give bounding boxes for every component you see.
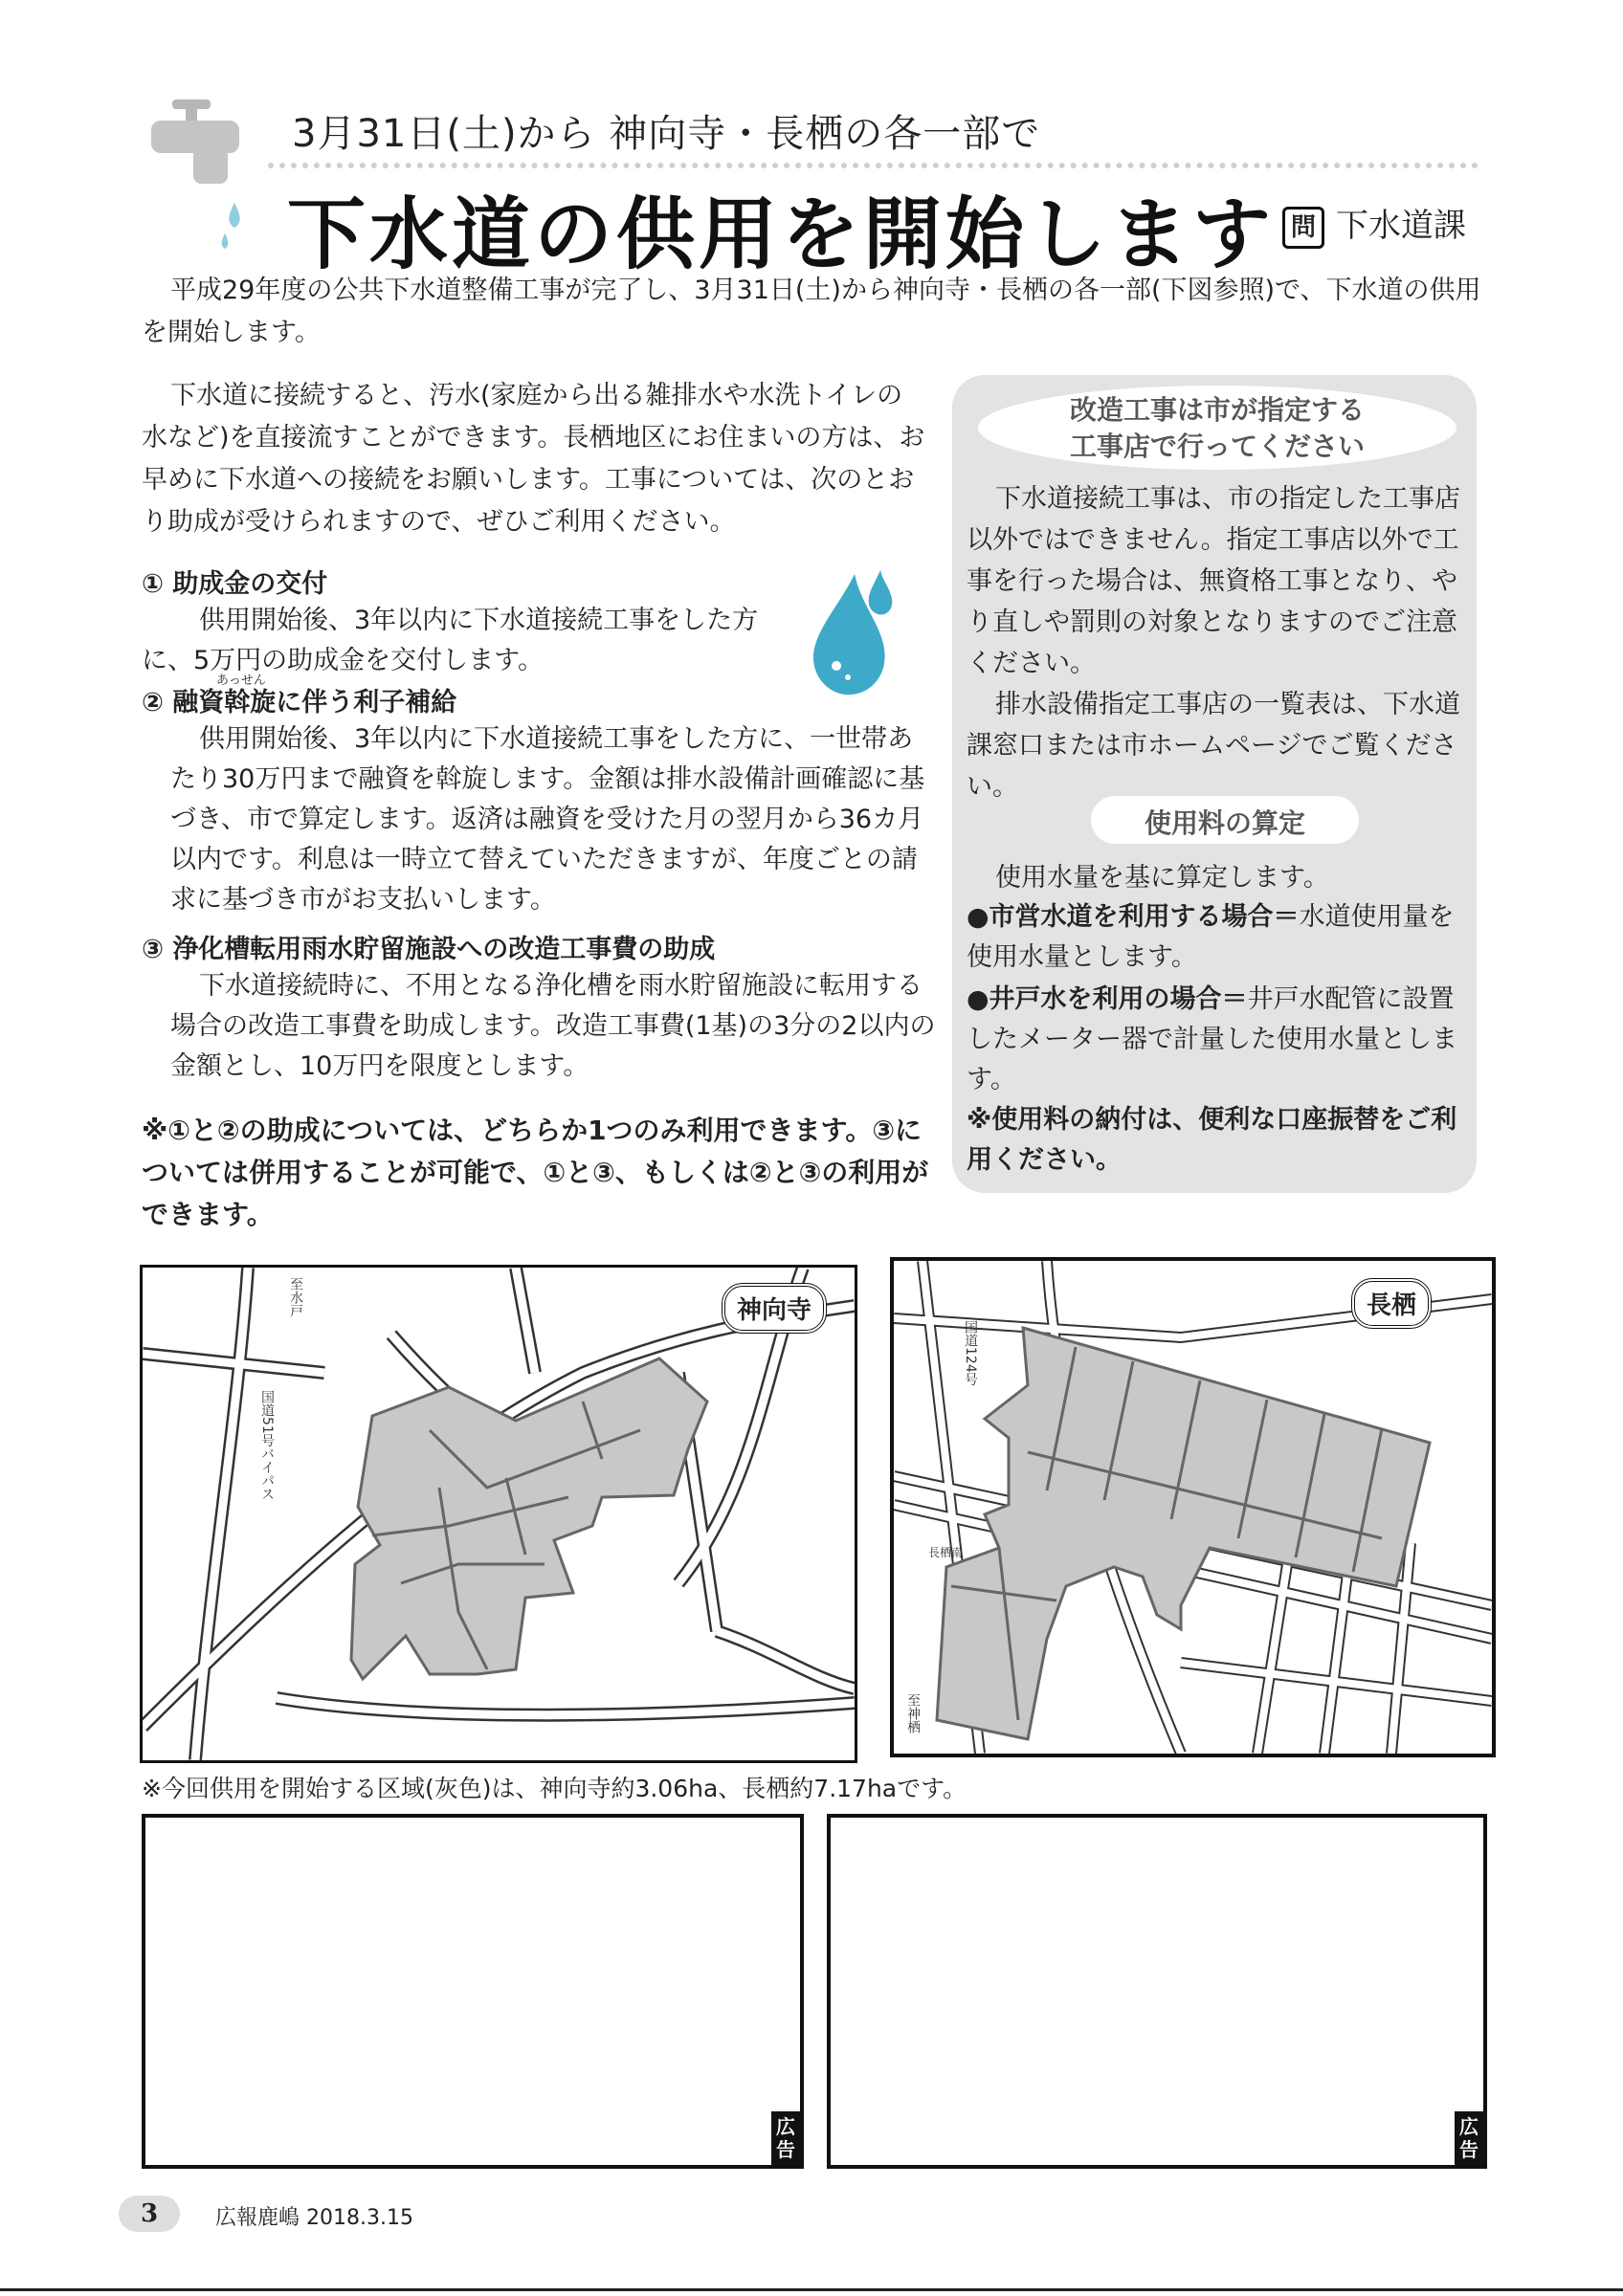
map-jinkoji-drawing: [143, 1268, 855, 1760]
map-caption: ※今回供用を開始する区域(灰色)は、神向寺約3.06ha、長栖約7.17haです。: [142, 1775, 967, 1802]
place-label-nagasu-minami: 長栖南: [928, 1546, 964, 1559]
fee-bullet-1-text: 水道使用量を使用水量とします。: [967, 902, 1455, 972]
faucet-icon: [144, 88, 249, 251]
service-area-nagasu: [937, 1328, 1430, 1739]
ad-label: 広告: [1455, 2111, 1483, 2165]
info-box-paragraph-2: 排水設備指定工事店の一覧表は、下水道課窓口または市ホームページでご覧ください。: [967, 690, 1460, 802]
page-title: 下水道の供用を開始します: [287, 189, 1276, 280]
ad-slot-right[interactable]: [827, 1814, 1487, 2169]
ad-label: 広告: [771, 2111, 800, 2165]
item-3-body: 下水道接続時に、不用となる浄化槽を雨水貯留施設に転用する場合の改造工事費を助成します。改造工事費(1基)の3分の2以内の金額とし、10万円を限度とします。: [170, 971, 936, 1081]
fee-bullet-1-label: ●市営水道を利用する場合＝: [967, 902, 1300, 932]
info-box-title-line-1: 改造工事は市が指定する: [1069, 394, 1365, 426]
contact-department: 下水道課: [1336, 207, 1466, 245]
info-box-title-line-2: 工事店で行ってください: [1069, 430, 1365, 462]
item-3-heading: ③ 浄化槽転用雨水貯留施設への改造工事費の助成: [142, 935, 716, 964]
fee-bullet-city-water: [967, 897, 1464, 978]
map-nagasu-drawing: [894, 1261, 1492, 1754]
fee-bullet-well-water: [967, 980, 1464, 1100]
page-number: 3: [119, 2196, 180, 2232]
intro-text: 平成29年度の公共下水道整備工事が完了し、3月31日(土)から神向寺・長栖の各一部(下図参照)で、下水道の供用を開始します。: [142, 276, 1481, 347]
water-drop-icon: [802, 566, 898, 700]
payment-note: ※使用料の納付は、便利な口座振替をご利用ください。: [967, 1105, 1457, 1175]
map-jinkoji: [140, 1265, 857, 1763]
map-label-jinkoji: 神向寺: [722, 1283, 827, 1334]
fee-intro: 使用水量を基に算定します。: [995, 863, 1329, 893]
subsidy-note: ※①と②の助成については、どちらか1つのみ利用できます。③については併用することが可能で、①と③、もしくは②と③の利用ができます。: [142, 1115, 929, 1230]
dotted-divider: [268, 163, 1478, 168]
road-label-route124: 国道124号: [963, 1320, 978, 1386]
road-label-to-mito: 至水戸: [288, 1277, 303, 1317]
ruby-reading: あっせん: [216, 673, 266, 688]
map-nagasu: [890, 1257, 1496, 1757]
inquiry-icon: 問: [1282, 207, 1324, 249]
fee-bullet-2-text: 井戸水配管に設置したメーター器で計量した使用水量とします。: [967, 984, 1457, 1094]
info-box-paragraph-1: 下水道接続工事は、市の指定した工事店以外ではできません。指定工事店以外で工事を行った場合は、無資格工事となり、やり直しや罰則の対象となりますのでご注意ください。: [967, 484, 1460, 678]
publication-info: 広報鹿嶋 2018.3.15: [215, 2206, 413, 2230]
item-1-heading: ① 助成金の交付: [142, 569, 328, 599]
subtitle: 3月31日(土)から 神向寺・長栖の各一部で: [292, 112, 1041, 156]
road-label-to-kamisu: 至神栖: [905, 1693, 921, 1733]
item-1-body: 供用開始後、3年以内に下水道接続工事をした方に、5万円の助成金を交付します。: [142, 606, 759, 675]
road-label-route51: 国道51号バイパス: [259, 1390, 275, 1501]
fee-bullet-2-label: ●井戸水を利用の場合＝: [967, 984, 1248, 1014]
map-label-nagasu: 長栖: [1351, 1278, 1432, 1329]
connection-paragraph: 下水道に接続すると、汚水(家庭から出る雑排水や水洗トイレの水など)を直接流すことができます。長栖地区にお住まいの方は、お早めに下水道への接続をお願いします。工事については、次のとおり助成が受けられますので、ぜひご利用ください。: [142, 381, 925, 537]
bottom-rule: [0, 2288, 1623, 2291]
fee-title: 使用料の算定: [1144, 807, 1305, 839]
contact: [1282, 199, 1466, 249]
ad-slot-left[interactable]: [142, 1814, 804, 2169]
info-box-title: [978, 392, 1456, 465]
item-2-body: 供用開始後、3年以内に下水道接続工事をした方に、一世帯あたり30万円まで融資を斡旋します。金額は排水設備計画確認に基づき、市で算定します。返済は融資を受けた月の翌月から36カ月以内です。利息は一時立て替えていただきますが、年度ごとの請求に基づき市がお支払いします。: [170, 724, 925, 915]
item-2-heading: ② 融資斡旋に伴う利子補給: [142, 688, 457, 718]
